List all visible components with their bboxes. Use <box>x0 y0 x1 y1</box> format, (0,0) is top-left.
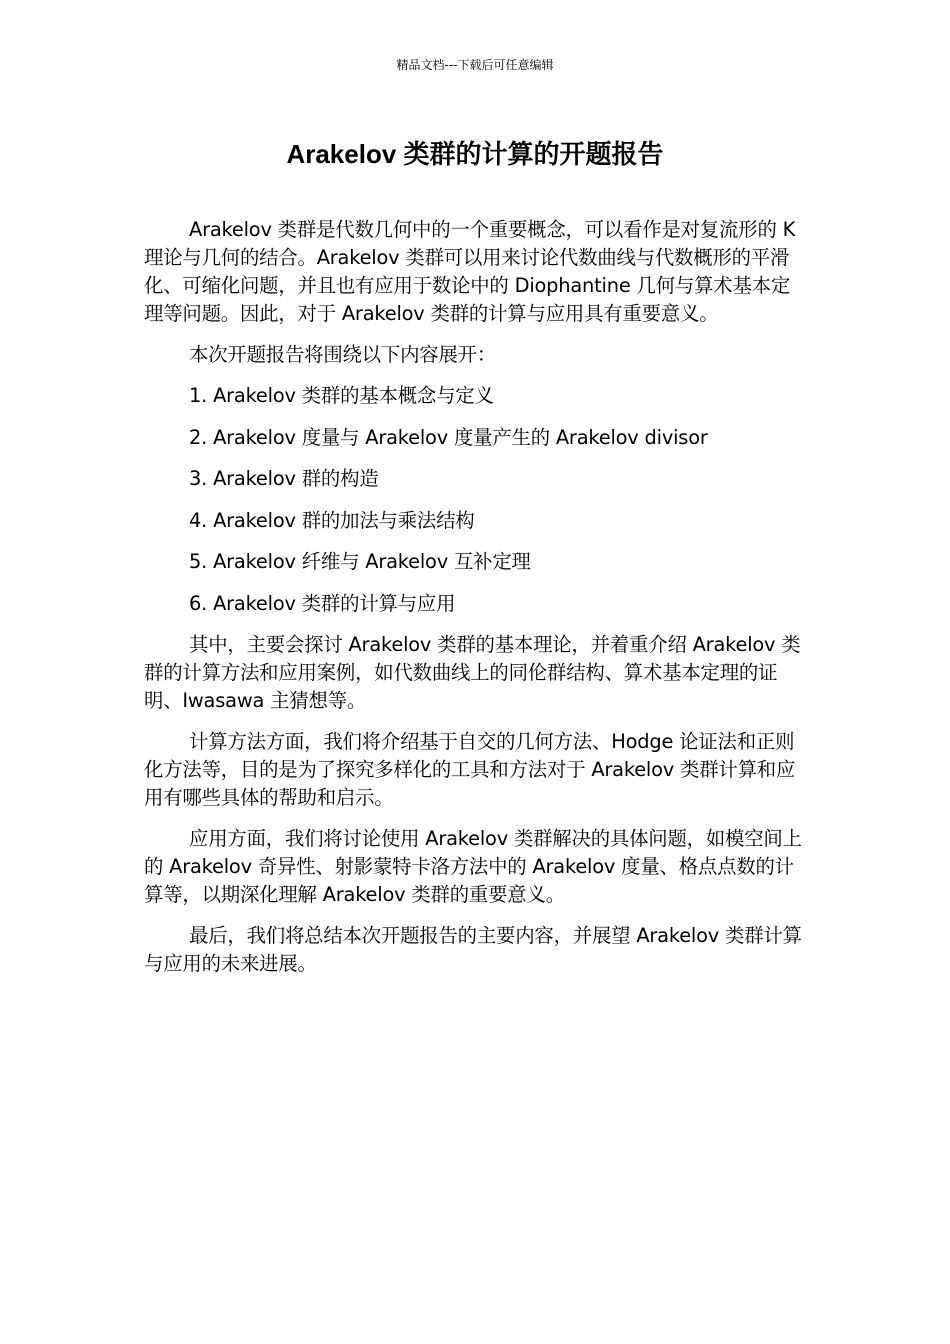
focus-paragraph: 其中，主要会探讨 Arakelov 类群的基本理论，并着重介绍 Arakelov 类群的计算方法和应用案例，如代数曲线上的同伦群结构、算术基本定理的证明、Iwasawa 主猜想等。 <box>144 633 801 712</box>
outline-intro: 本次开题报告将围绕以下内容展开： <box>189 343 497 366</box>
outline-item: 6. Arakelov 类群的计算与应用 <box>189 591 456 615</box>
outline-item: 4. Arakelov 群的加法与乘法结构 <box>189 508 475 532</box>
intro-paragraph: Arakelov 类群是代数几何中的一个重要概念，可以看作是对复流形的 K 理论与几何的结合。Arakelov 类群可以用来讨论代数曲线与代数概形的平滑化、可缩化问题，并且也有应用于数论中的 Diophantine 几何与算术基本定理等问题。因此，对于 Arakelov 类群的计算与应用具有重要意义。 <box>144 218 796 325</box>
document-title: Arakelov 类群的计算的开题报告 <box>286 139 664 169</box>
outline-item: 2. Arakelov 度量与 Arakelov 度量产生的 Arakelov divisor <box>189 425 708 449</box>
header-note: 精品文档---下载后可任意编辑 <box>396 58 554 72</box>
outline-item: 5. Arakelov 纤维与 Arakelov 互补定理 <box>189 550 531 573</box>
applications-paragraph: 应用方面，我们将讨论使用 Arakelov 类群解决的具体问题，如模空间上的 Arakelov 奇异性、射影蒙特卡洛方法中的 Arakelov 度量、格点点数的计算等，以期深化理解 Arakelov 类群的重要意义。 <box>144 827 802 906</box>
methods-paragraph: 计算方法方面，我们将介绍基于自交的几何方法、Hodge 论证法和正则化方法等，目的是为了探究多样化的工具和方法对于 Arakelov 类群计算和应用有哪些具体的帮助和启示。 <box>144 730 796 809</box>
outline-item: 1. Arakelov 类群的基本概念与定义 <box>189 384 494 407</box>
conclusion-paragraph: 最后，我们将总结本次开题报告的主要内容，并展望 Arakelov 类群计算与应用的未来进展。 <box>144 924 802 975</box>
document-body <box>144 216 808 991</box>
outline-item: 3. Arakelov 群的构造 <box>189 467 379 490</box>
